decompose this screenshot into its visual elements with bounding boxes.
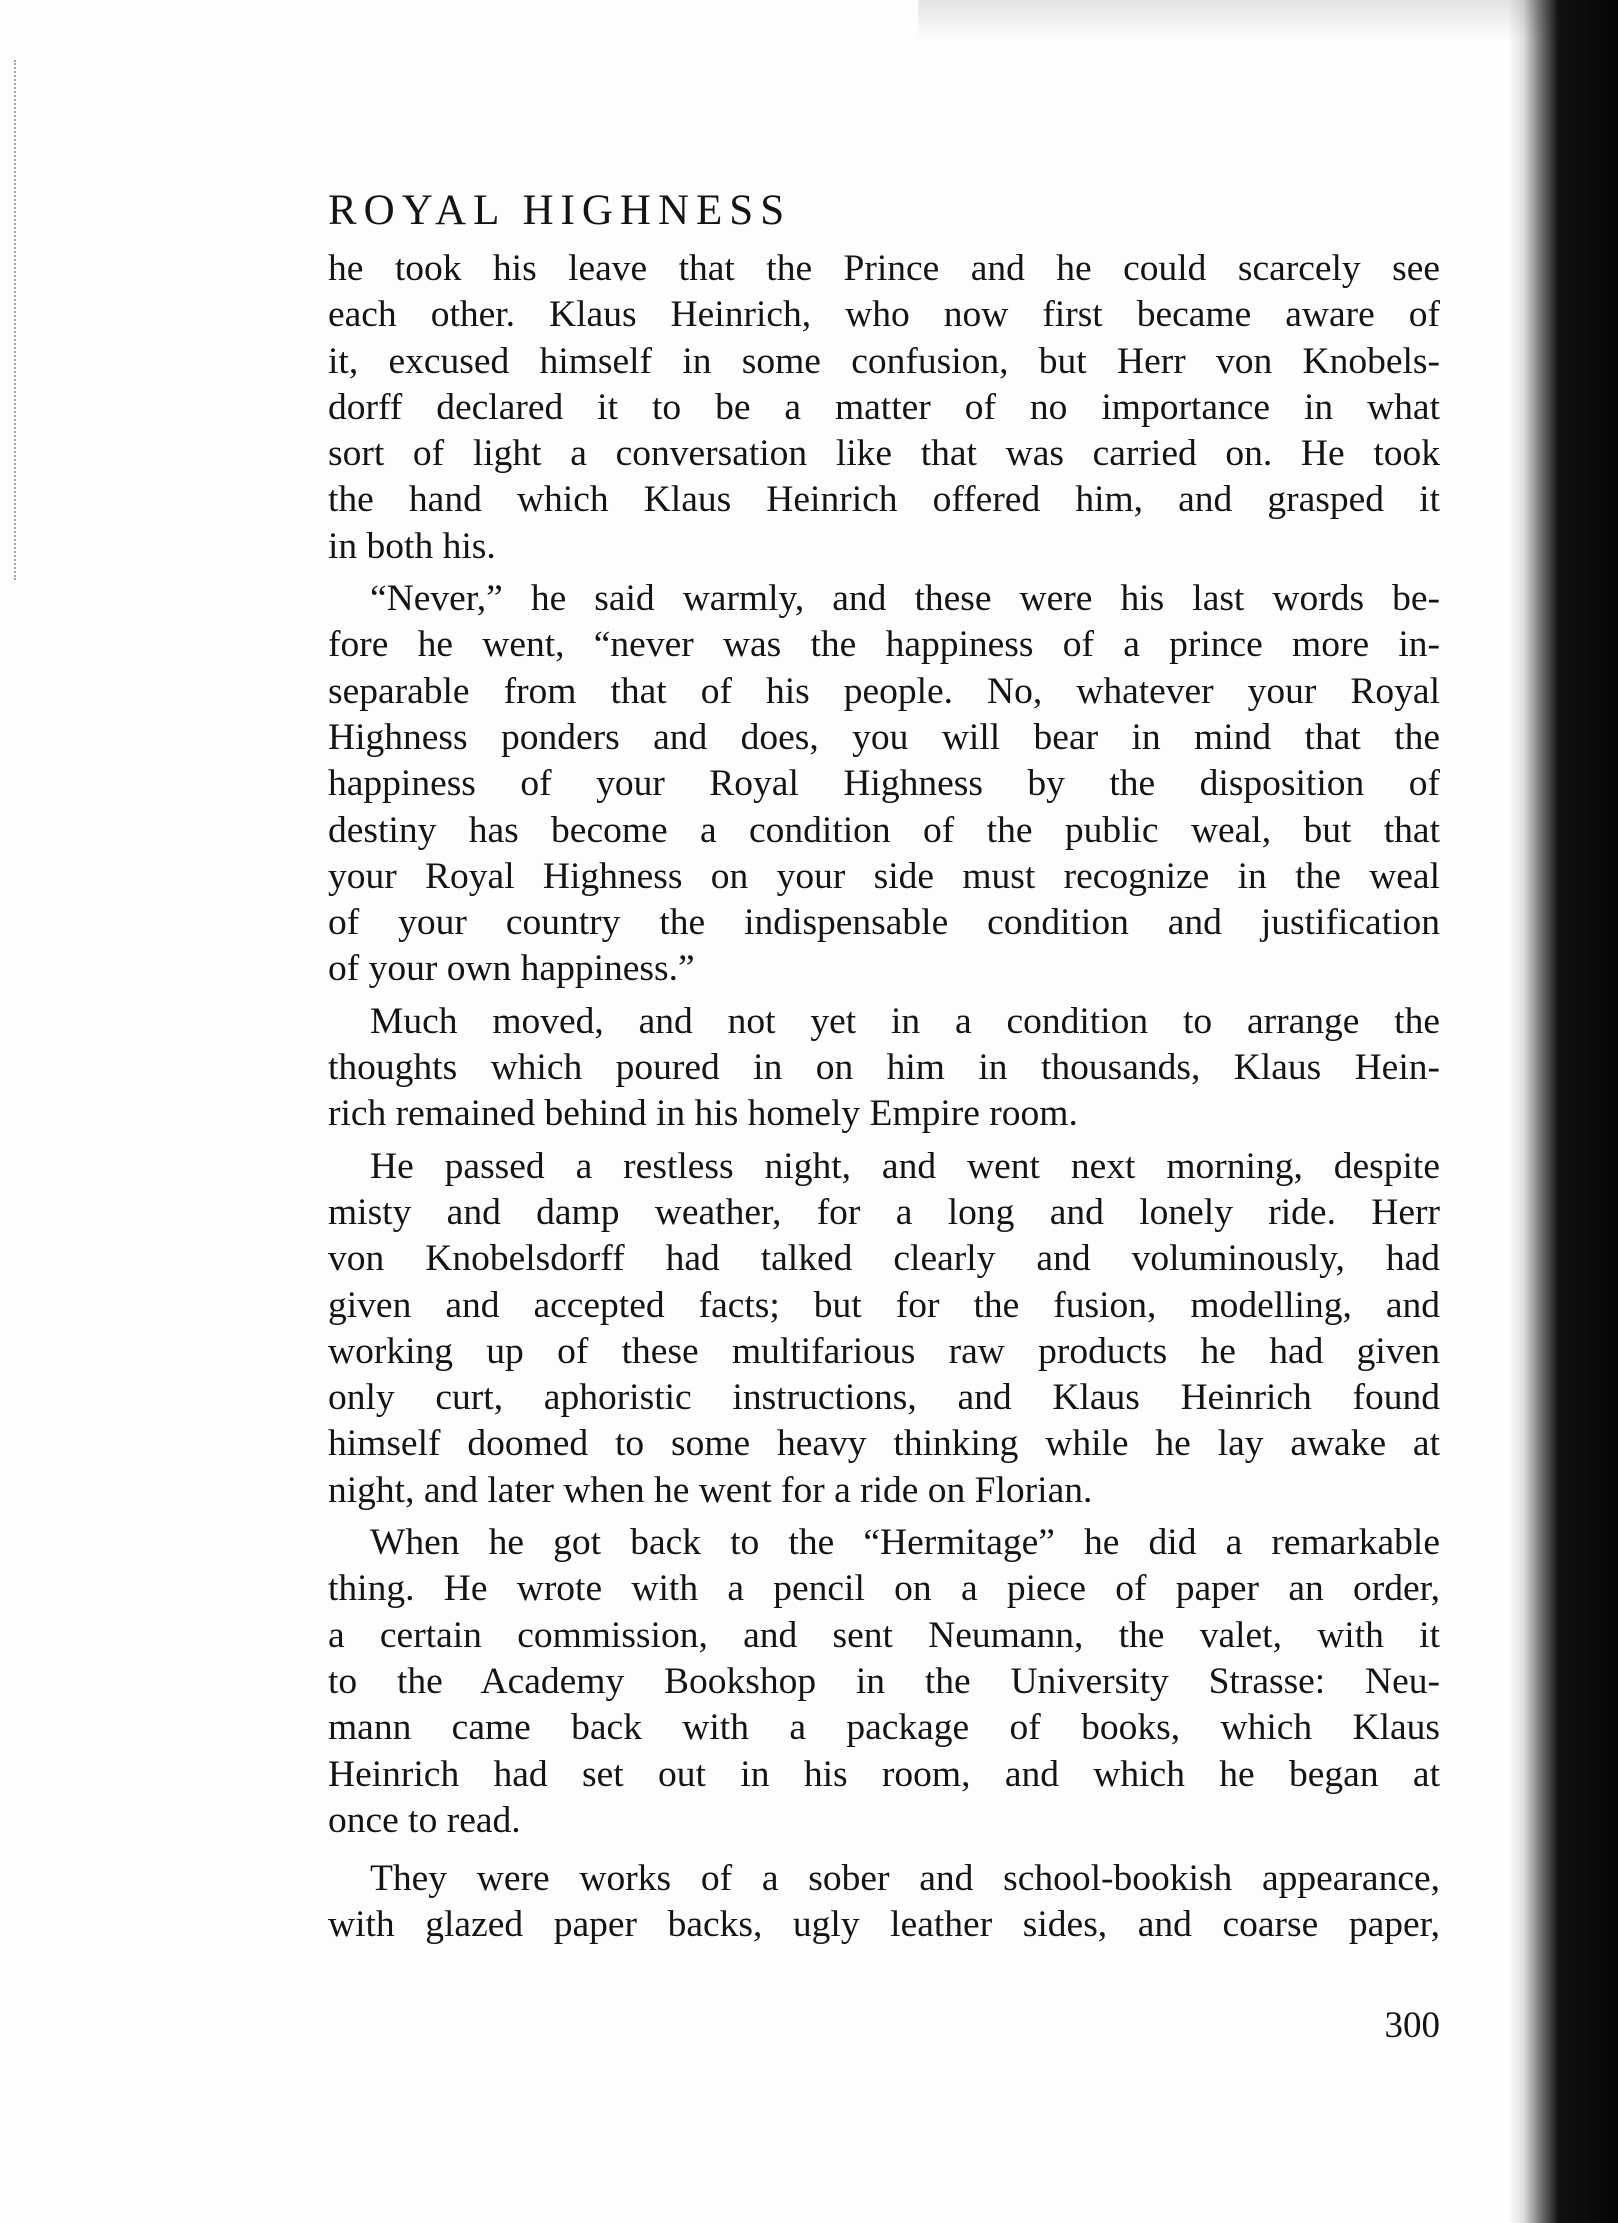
- text-line: he took his leave that the Prince and he could scarcely see: [328, 248, 1440, 289]
- text-line: with glazed paper backs, ugly leather sides, and coarse paper,: [328, 1904, 1440, 1946]
- text-line: working up of these multifarious raw products he had given: [328, 1330, 1440, 1372]
- text-line: von Knobelsdorff had talked clearly and voluminously, had: [328, 1238, 1440, 1280]
- text-line: thoughts which poured in on him in thousands, Klaus Hein-: [328, 1047, 1440, 1089]
- text-line: misty and damp weather, for a long and lonely ride. Herr: [328, 1191, 1440, 1233]
- text-line: each other. Klaus Heinrich, who now first became aware of: [328, 294, 1440, 336]
- paragraph-first-line: “Never,” he said warmly, and these were his last words be-: [370, 578, 1440, 620]
- text-line: the hand which Klaus Heinrich offered him, and grasped it: [328, 479, 1440, 521]
- text-line: separable from that of his people. No, whatever your Royal: [328, 670, 1440, 712]
- text-line: destiny has become a condition of the public weal, but that: [328, 809, 1440, 851]
- text-line: your Royal Highness on your side must recognize in the weal: [328, 855, 1440, 897]
- paragraph-first-line: When he got back to the “Hermitage” he did a remarkable: [370, 1522, 1440, 1564]
- text-line: only curt, aphoristic instructions, and Klaus Heinrich found: [328, 1377, 1440, 1419]
- text-line: rich remained behind in his homely Empire room.: [328, 1093, 1078, 1135]
- text-line: to the Academy Bookshop in the University Strasse: Neu-: [328, 1660, 1440, 1702]
- page-number: 300: [1384, 2005, 1440, 2046]
- text-line: dorff declared it to be a matter of no importance in what: [328, 386, 1440, 428]
- running-header: ROYAL HIGHNESS: [328, 187, 792, 234]
- paragraph-first-line: He passed a restless night, and went next morning, despite: [370, 1145, 1440, 1187]
- text-line: Heinrich had set out in his room, and which he began at: [328, 1753, 1440, 1795]
- paragraph-first-line: Much moved, and not yet in a condition to arrange the: [370, 1000, 1440, 1042]
- text-line: fore he went, “never was the happiness of a prince more in-: [328, 624, 1440, 666]
- text-line: happiness of your Royal Highness by the disposition of: [328, 763, 1440, 805]
- paragraph-first-line: They were works of a sober and school-bookish appearance,: [370, 1858, 1440, 1900]
- body-text: [328, 246, 1440, 1949]
- text-line: once to read.: [328, 1799, 521, 1841]
- page-edge-marks: [14, 60, 20, 580]
- text-line: a certain commission, and sent Neumann, the valet, with it: [328, 1614, 1440, 1656]
- text-line: himself doomed to some heavy thinking while he lay awake at: [328, 1423, 1440, 1465]
- text-line: thing. He wrote with a pencil on a piece of paper an order,: [328, 1568, 1440, 1610]
- text-line: of your own happiness.”: [328, 948, 695, 990]
- text-line: Highness ponders and does, you will bear in mind that the: [328, 716, 1440, 758]
- text-line: given and accepted facts; but for the fusion, modelling, and: [328, 1284, 1440, 1326]
- text-line: it, excused himself in some confusion, but Herr von Knobels-: [328, 340, 1440, 382]
- binding-shadow: [1508, 0, 1618, 2223]
- text-line: in both his.: [328, 525, 496, 567]
- text-line: mann came back with a package of books, which Klaus: [328, 1707, 1440, 1749]
- text-line: night, and later when he went for a ride on Florian.: [328, 1469, 1093, 1511]
- text-line: sort of light a conversation like that was carried on. He took: [328, 433, 1440, 475]
- text-line: of your country the indispensable condition and justification: [328, 902, 1440, 944]
